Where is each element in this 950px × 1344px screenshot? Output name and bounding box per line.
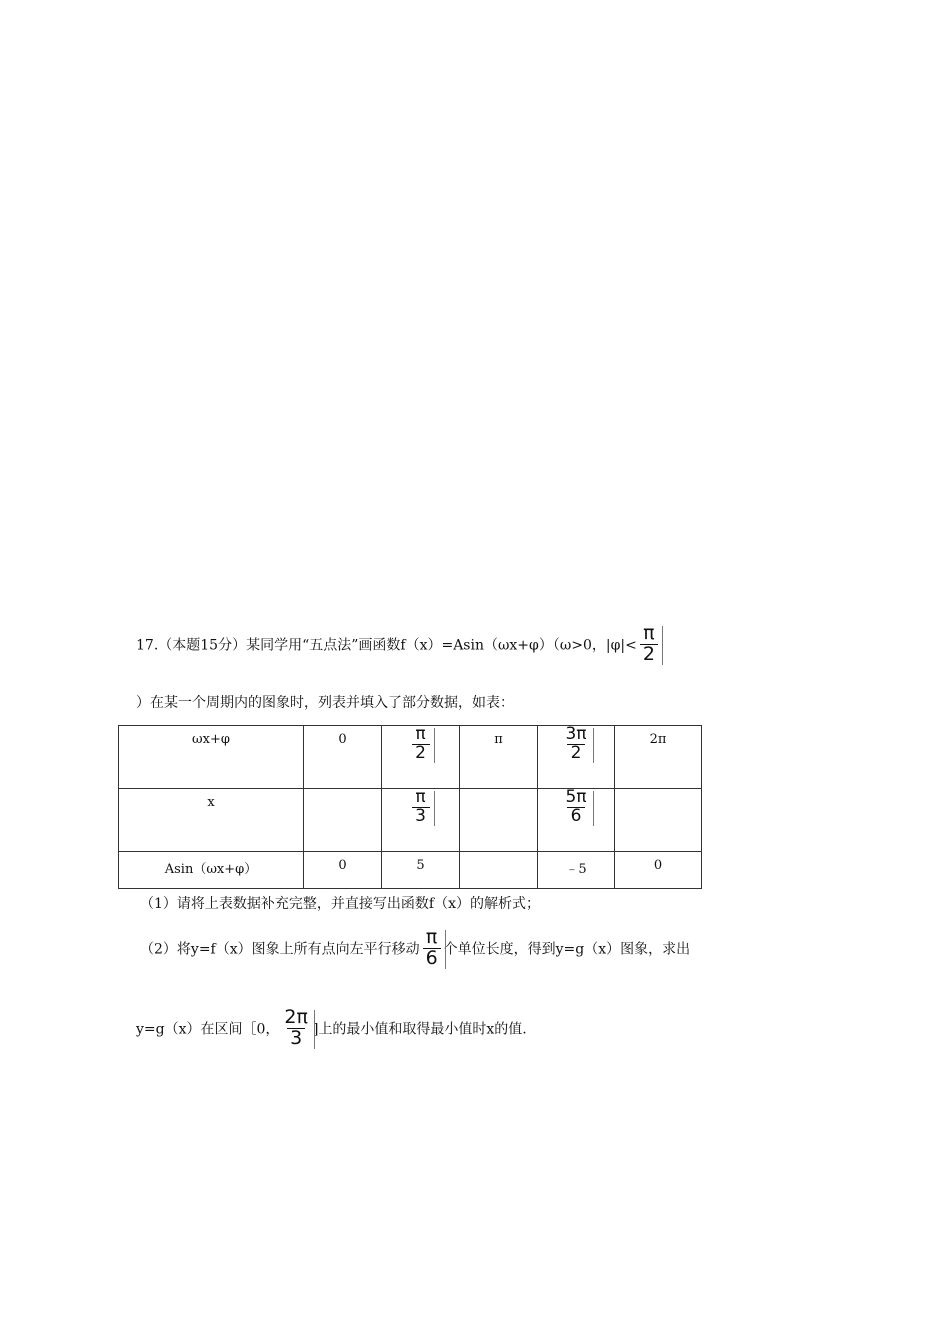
fraction-numerator: π	[415, 787, 426, 807]
cell-fraction-wrapper	[382, 789, 459, 826]
cell-value: 5	[416, 858, 425, 873]
fraction-denominator: 2	[640, 644, 658, 665]
row-header-cell	[119, 789, 304, 852]
fraction-numerator: 3π	[565, 724, 587, 744]
table-cell	[460, 852, 538, 889]
problem-intro-text: 17.（本题15分）某同学用“五点法”画函数f（x）=Asin（ωx+φ）（ω>0，|φ|<	[136, 637, 637, 654]
fraction-pi-over-6	[420, 928, 444, 969]
fraction-denominator: 3	[412, 807, 430, 826]
question-2-interval-suffix: ]上的最小值和取得最小值时x的值.	[312, 1021, 527, 1038]
cell-value	[304, 789, 381, 795]
table-cell	[382, 789, 460, 852]
fraction-numerator: 2π	[284, 1006, 308, 1028]
question-2-suffix: 个单位长度，得到y=g（x）图象，求出	[443, 941, 691, 958]
table-cell	[538, 852, 615, 889]
row-header-label: Asin（ωx+φ）	[164, 862, 258, 877]
row-header-cell	[119, 726, 304, 789]
fraction-numerator: π	[643, 622, 655, 644]
cell-value: ﹣5	[565, 862, 587, 877]
question-2	[140, 928, 690, 969]
table-cell	[615, 852, 702, 889]
table-cell	[304, 726, 382, 789]
table-row	[119, 789, 702, 852]
cell-fraction-wrapper	[538, 726, 614, 763]
question-2-prefix: （2）将y=f（x）图象上所有点向左平行移动	[140, 941, 420, 958]
table-cell	[615, 726, 702, 789]
cell-fraction	[409, 726, 433, 763]
cell-value: 0	[653, 858, 663, 873]
fraction-denominator: 2	[412, 744, 430, 763]
fraction-denominator: 2	[567, 744, 585, 763]
question-1: （1）请将上表数据补充完整，并直接写出函数f（x）的解析式；	[140, 896, 540, 912]
problem-line-1	[136, 624, 661, 665]
table-row	[119, 852, 702, 889]
cell-value	[460, 852, 537, 858]
question-2-continuation	[136, 1008, 527, 1049]
cell-fraction	[409, 789, 433, 826]
fraction-denominator: 6	[423, 948, 441, 969]
cell-fraction-wrapper	[382, 726, 459, 763]
five-point-table	[118, 725, 702, 889]
cell-value: 2π	[649, 732, 667, 747]
fraction-numerator: 5π	[565, 787, 587, 807]
table-cell	[460, 726, 538, 789]
table-cell	[538, 726, 615, 789]
row-header-label: ωx+φ	[192, 732, 230, 747]
fraction-denominator: 6	[567, 807, 585, 826]
cell-value	[460, 789, 537, 795]
cell-fraction	[560, 789, 591, 826]
table-cell	[538, 789, 615, 852]
table-row	[119, 726, 702, 789]
table-cell	[304, 789, 382, 852]
table-cell	[382, 726, 460, 789]
cell-value: π	[494, 732, 503, 747]
fraction-numerator: π	[415, 724, 426, 744]
fraction-pi-over-2	[637, 624, 661, 665]
cell-value: 0	[338, 858, 347, 873]
fraction-numerator: π	[425, 926, 438, 948]
cell-fraction-wrapper	[538, 789, 614, 826]
table-cell	[382, 852, 460, 889]
table-cell	[615, 789, 702, 852]
cell-value: 0	[338, 732, 347, 747]
question-2-interval-prefix: y=g（x）在区间［0，	[136, 1021, 280, 1038]
fraction-denominator: 3	[287, 1028, 305, 1049]
row-header-label: x	[207, 795, 215, 810]
cell-fraction	[560, 726, 591, 763]
fraction-2pi-over-3	[279, 1008, 313, 1049]
table-cell	[460, 789, 538, 852]
table-cell	[304, 852, 382, 889]
problem-line-2: ）在某一个周期内的图象时，列表并填入了部分数据，如表：	[136, 695, 514, 711]
row-header-cell	[119, 852, 304, 889]
cell-value	[615, 789, 701, 795]
